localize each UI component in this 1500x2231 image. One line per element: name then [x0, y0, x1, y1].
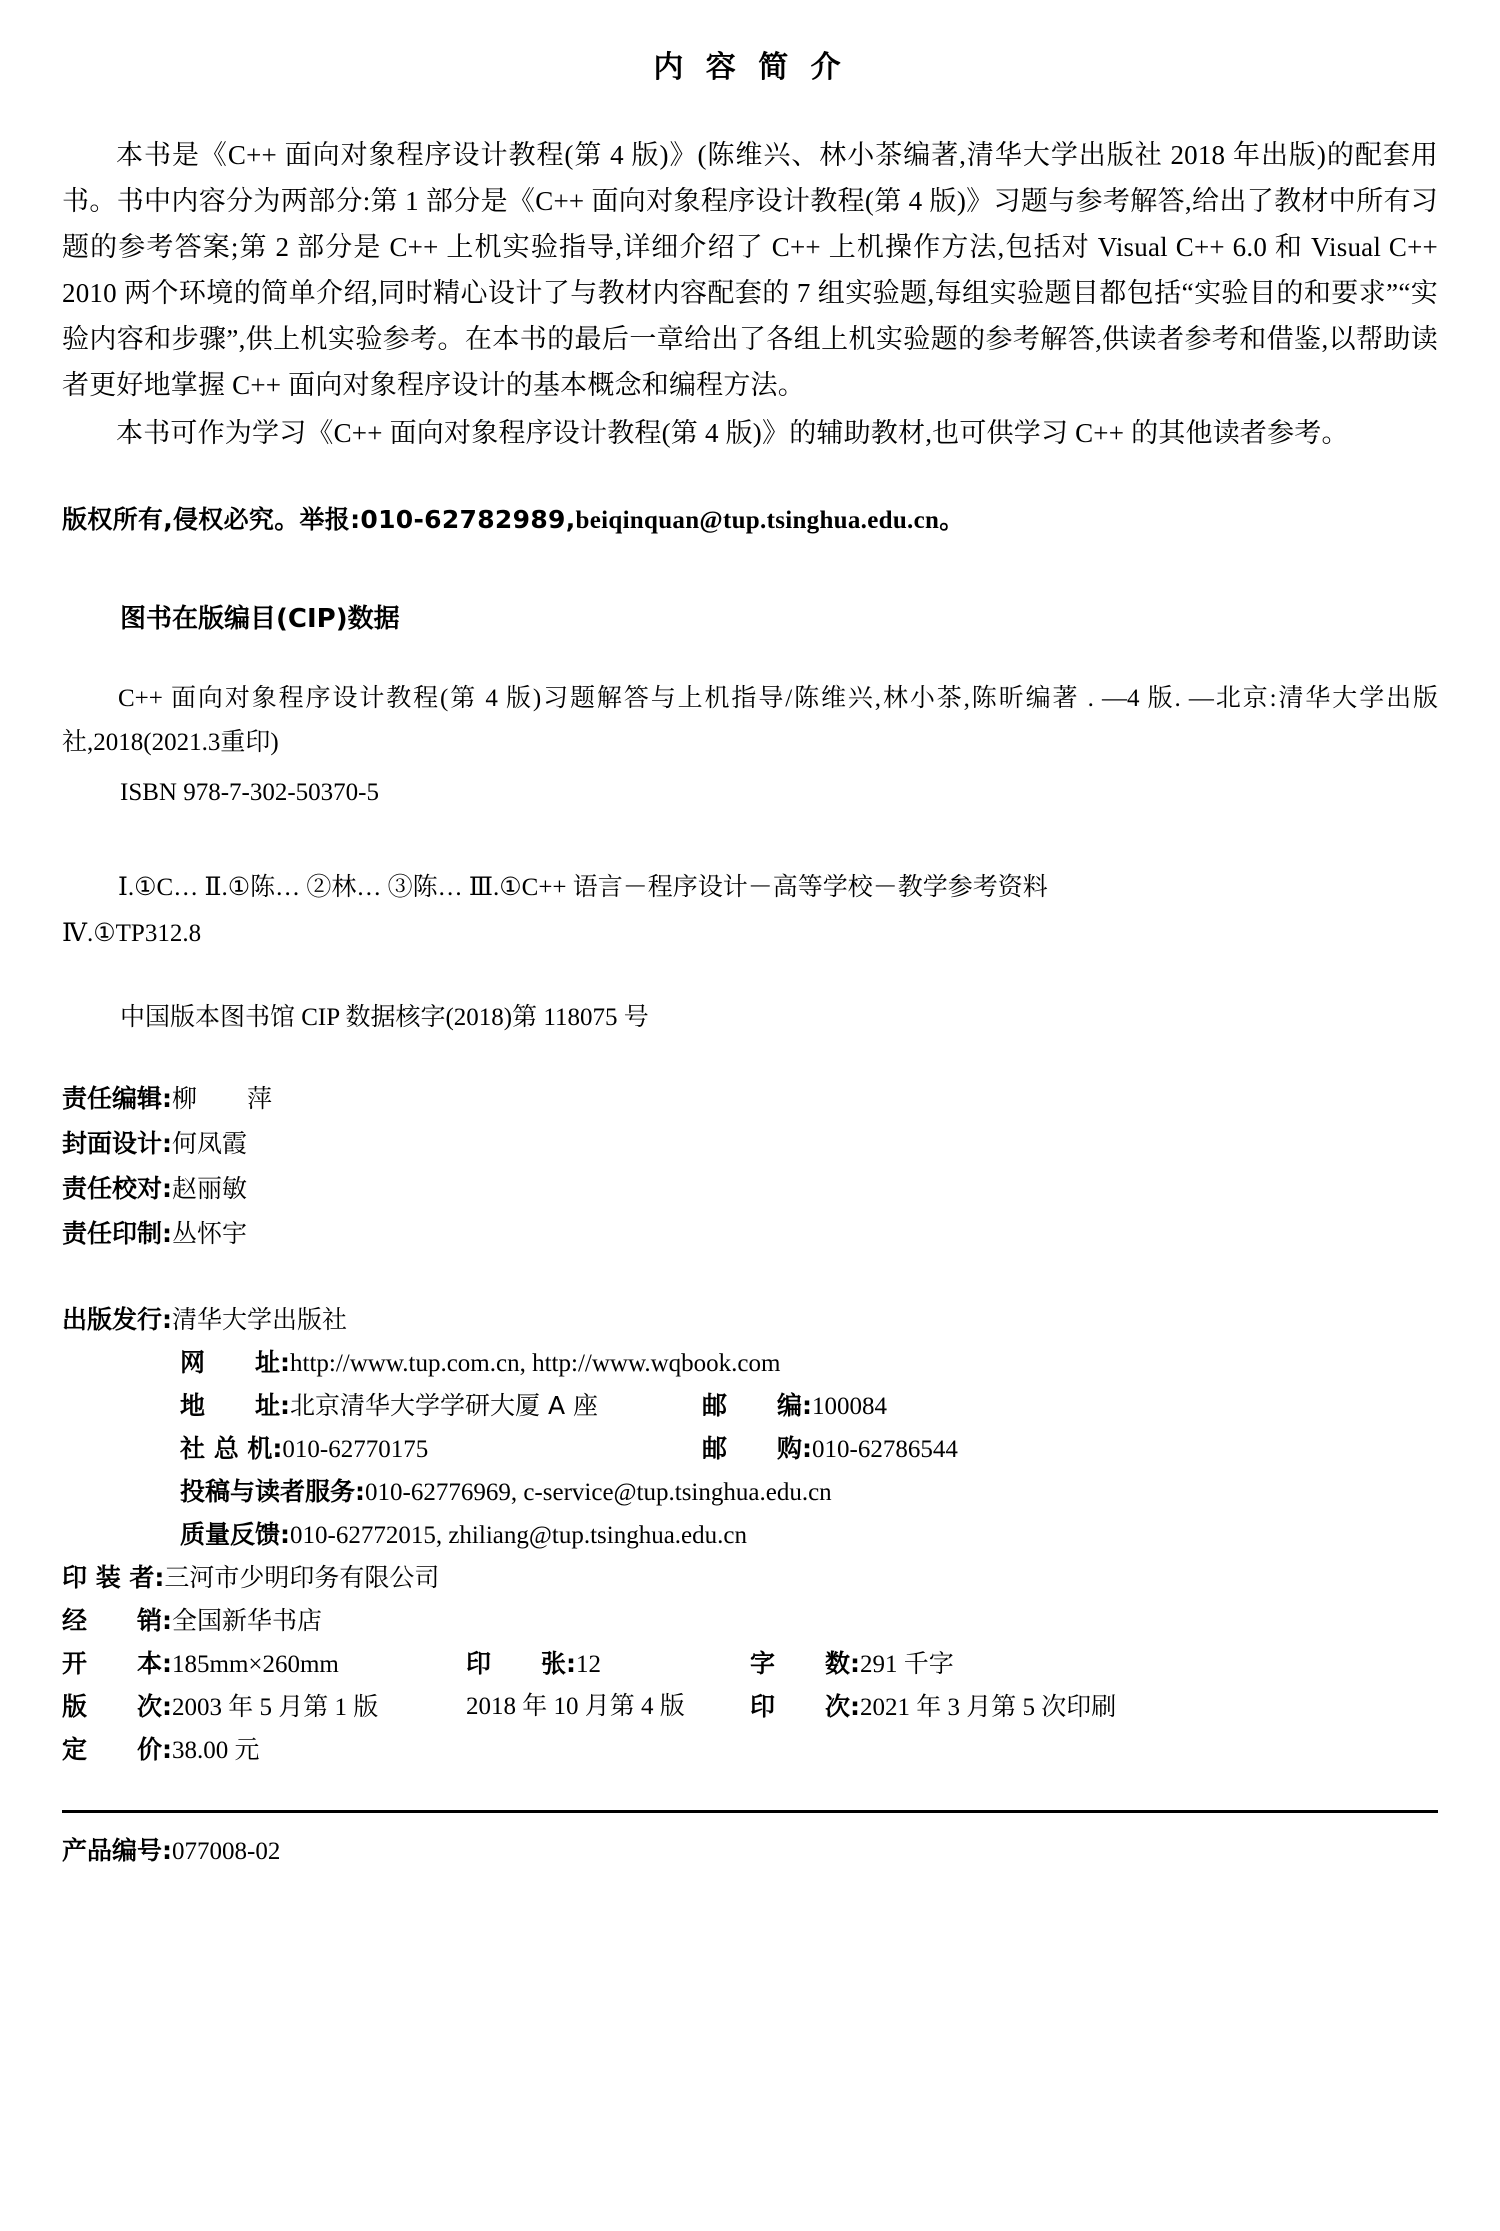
- publisher-value-issuer: 清华大学出版社: [172, 1305, 348, 1334]
- staff-list: [62, 1077, 1500, 1257]
- publisher-value-sheets: 12: [576, 1651, 601, 1678]
- publisher-row-switchboard: [62, 1428, 1500, 1471]
- publisher-value-website: http://www.tup.com.cn, http://www.wqbook.com: [290, 1350, 781, 1377]
- staff-label-proofreader: 责任校对:: [62, 1174, 172, 1203]
- publisher-label-format: 开 本:: [62, 1649, 172, 1678]
- publisher-label-edition: 版 次:: [62, 1692, 172, 1721]
- staff-row: [62, 1077, 1500, 1122]
- staff-label-cover-design: 封面设计:: [62, 1129, 172, 1158]
- intro-paragraph-2: 本书可作为学习《C++ 面向对象程序设计教程(第 4 版)》的辅助教材,也可供学习 C++ 的其他读者参考。: [116, 418, 1349, 448]
- product-number-label: 产品编号:: [62, 1836, 172, 1865]
- cip-title-line: C++ 面向对象程序设计教程(第 4 版)习题解答与上机指导/陈维兴,林小茶,陈昕编著 . —4 版. —北京:清华大学出版社,2018(2021.3重印): [62, 685, 1438, 756]
- publisher-mailorder-cell: [702, 1428, 958, 1471]
- product-number-value: 077008-02: [172, 1838, 281, 1865]
- footer-product-number: [62, 1831, 1500, 1867]
- staff-label-production: 责任印制:: [62, 1219, 172, 1248]
- publisher-label-service: 投稿与读者服务:: [180, 1477, 365, 1506]
- publisher-label-impression: 印 次:: [750, 1692, 860, 1721]
- staff-name-proofreader: 赵丽敏: [172, 1176, 248, 1203]
- cip-heading: 图书在版编目(CIP)数据: [120, 604, 400, 634]
- staff-row: [62, 1122, 1500, 1167]
- publisher-label-mailorder: 邮 购:: [702, 1434, 812, 1463]
- publisher-value-postcode: 100084: [812, 1393, 887, 1420]
- publisher-value-service: 010-62776969, c-service@tup.tsinghua.edu.cn: [365, 1479, 832, 1506]
- publisher-value-impression: 2021 年 3 月第 5 次印刷: [860, 1694, 1117, 1721]
- publisher-label-words: 字 数:: [750, 1649, 860, 1678]
- page-title: 内 容 简 介: [653, 50, 847, 85]
- cip-class-line-2: Ⅳ.①TP312.8: [62, 920, 202, 947]
- staff-name-cover-design: 何凤霞: [172, 1131, 248, 1158]
- copyright-notice: [62, 500, 1500, 536]
- publisher-label-sheets: 印 张:: [466, 1649, 576, 1678]
- publisher-value-mailorder: 010-62786544: [812, 1436, 958, 1463]
- publisher-row-format: [62, 1643, 1500, 1686]
- publisher-impression-cell: [750, 1686, 1116, 1729]
- publisher-label-postcode: 邮 编:: [702, 1391, 812, 1420]
- cip-verification-number: 中国版本图书馆 CIP 数据核字(2018)第 118075 号: [120, 1004, 649, 1031]
- cip-isbn: ISBN 978-7-302-50370-5: [120, 779, 380, 806]
- publisher-info: [62, 1299, 1500, 1772]
- publisher-value-distributor: 全国新华书店: [172, 1606, 323, 1635]
- publisher-label-website: 网 址:: [180, 1348, 290, 1377]
- publisher-row-website: [62, 1342, 1500, 1385]
- publisher-value-edition: 2003 年 5 月第 1 版: [172, 1694, 379, 1721]
- publisher-label-switchboard: 社 总 机:: [180, 1434, 283, 1463]
- publisher-value-address: 北京清华大学学研大厦 A 座: [290, 1391, 598, 1420]
- staff-name-editor: 柳 萍: [172, 1086, 273, 1113]
- cip-classification: [62, 865, 1438, 957]
- publisher-value-printer: 三河市少明印务有限公司: [164, 1563, 440, 1592]
- publisher-row-distributor: [62, 1600, 1500, 1643]
- publisher-row-price: [62, 1729, 1500, 1772]
- publisher-row-service: [62, 1471, 1500, 1514]
- publisher-row-edition: [62, 1686, 1500, 1729]
- publisher-value-feedback: 010-62772015, zhiliang@tup.tsinghua.edu.cn: [290, 1522, 747, 1549]
- publisher-value-price: 38.00 元: [172, 1737, 260, 1764]
- staff-row: [62, 1212, 1500, 1257]
- publisher-value-format: 185mm×260mm: [172, 1651, 339, 1678]
- publisher-words-cell: [750, 1643, 954, 1686]
- publisher-row-feedback: [62, 1514, 1500, 1557]
- publisher-edition-cell: [62, 1686, 466, 1729]
- cip-class-line-1: Ⅰ.①C… Ⅱ.①陈… ②林… ③陈… Ⅲ.①C++ 语言－程序设计－高等学校－教学参考资料: [118, 874, 1048, 901]
- publisher-label-address: 地 址:: [180, 1391, 290, 1420]
- publisher-row-issuer: [62, 1299, 1500, 1342]
- publisher-row-printer: [62, 1557, 1500, 1600]
- publisher-label-issuer: 出版发行:: [62, 1305, 172, 1334]
- copyright-prefix: 版权所有,侵权必究。举报:010-62782989,: [62, 505, 576, 534]
- staff-label-editor: 责任编辑:: [62, 1084, 172, 1113]
- publisher-value-edition-2: 2018 年 10 月第 4 版: [466, 1693, 685, 1720]
- publisher-sheets-cell: [466, 1643, 750, 1686]
- publisher-format-cell: [62, 1643, 466, 1686]
- colophon-page: [0, 42, 1500, 2231]
- publisher-address-cell: [62, 1385, 702, 1428]
- publisher-label-printer: 印 装 者:: [62, 1563, 165, 1592]
- publisher-label-distributor: 经 销:: [62, 1606, 172, 1635]
- publisher-row-address: [62, 1385, 1500, 1428]
- publisher-value-words: 291 千字: [860, 1651, 954, 1678]
- staff-name-production: 丛怀宇: [172, 1221, 248, 1248]
- staff-row: [62, 1167, 1500, 1212]
- copyright-suffix: 。: [939, 505, 965, 534]
- intro-section: [62, 132, 1438, 456]
- publisher-label-feedback: 质量反馈:: [180, 1520, 290, 1549]
- publisher-value-switchboard: 010-62770175: [282, 1436, 429, 1463]
- copyright-email: beiqinquan@tup.tsinghua.edu.cn: [575, 507, 940, 534]
- publisher-edition-cell-2: [466, 1686, 750, 1728]
- publisher-postcode-cell: [702, 1385, 887, 1428]
- publisher-switchboard-cell: [62, 1428, 702, 1471]
- intro-paragraph-1: 本书是《C++ 面向对象程序设计教程(第 4 版)》(陈维兴、林小茶编著,清华大学出版社 2018 年出版)的配套用书。书中内容分为两部分:第 1 部分是《C++ 面向对象程序设计教程(第 4 版)》习题与参考解答,给出了教材中所有习题的参考答案;第 2 部分是 C++ 上机实验指导,详细介绍了 C++ 上机操作方法,包括对 Visual C++ 6.0 和 Visual C++ 2010 两个环境的简单介绍,同时精心设计了与教材内容配套的 7 组实验题,每组实验题目都包括“实验目的和要求”“实验内容和步骤”,供上机实验参考。在本书的最后一章给出了各组上机实验题的参考解答,供读者参考和借鉴,以帮助读者更好地掌握 C++ 面向对象程序设计的基本概念和编程方法。: [62, 140, 1438, 400]
- footer-divider: [62, 1810, 1438, 1813]
- publisher-label-price: 定 价:: [62, 1735, 172, 1764]
- cip-body: [62, 677, 1438, 765]
